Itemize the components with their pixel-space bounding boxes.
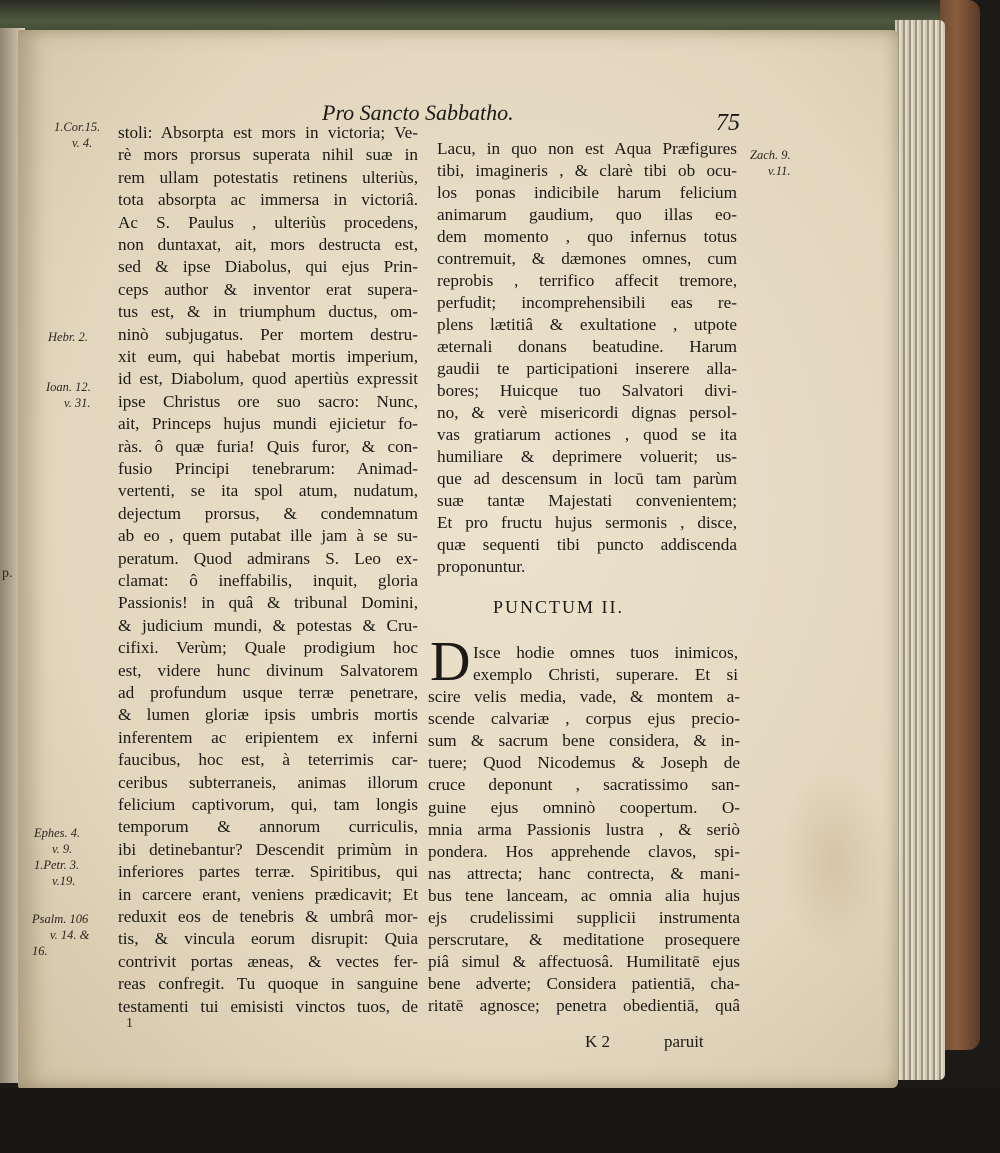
- text-line: contrivit portas æneas, & vectes fer-: [118, 951, 418, 971]
- text-line: ceribus subterraneis, animas illorum: [118, 772, 418, 792]
- text-line: id est, Diabolum, quod apertiùs expressit: [118, 369, 418, 389]
- text-line: perfudit; incomprehensibili eas re-: [437, 293, 737, 312]
- text-line: cruce deponunt , sacratissimo san-: [428, 775, 740, 795]
- text-line: ait, Princeps hujus mundi ejicietur fo-: [118, 414, 418, 434]
- text-line: fusio Principi tenebrarum: Animad-: [118, 459, 418, 478]
- stray-mark: p.: [2, 566, 13, 581]
- text-line: bores; Huicque tuo Salvatori divi-: [437, 381, 737, 400]
- text-line: est, videre hunc divinum Salvatorem: [118, 660, 418, 680]
- text-line: rè mors prorsus superata nihil suæ in: [118, 145, 418, 165]
- margin-note: v. 4.: [72, 136, 93, 150]
- text-line: clamat: ô ineffabilis, inquit, gloria: [118, 571, 418, 590]
- text-line: gaudii te participationi inserere alla-: [437, 359, 737, 378]
- catchword: paruit: [664, 1032, 704, 1051]
- text-line: bene adverte; Considera patientiā, cha-: [428, 974, 740, 994]
- margin-note: Ioan. 12.: [46, 380, 91, 394]
- stray-mark: 1: [126, 1016, 133, 1031]
- text-line: proponuntur.: [437, 557, 526, 576]
- text-line: scire velis media, vade, & montem a-: [428, 687, 740, 706]
- margin-note: v.19.: [52, 874, 76, 888]
- drop-cap: D: [430, 631, 471, 693]
- text-line: scende calvariæ , corpus ejus precio-: [428, 709, 740, 729]
- text-line: & judicium mundi, & potestas & Cru-: [118, 615, 418, 635]
- section-heading: PUNCTUM II.: [493, 597, 625, 617]
- text-line: perscrutare, & meditatione prosequere: [428, 930, 740, 950]
- text-line: Et pro fructu hujus sermonis , disce,: [437, 513, 737, 532]
- margin-note: v. 31.: [64, 396, 91, 410]
- text-line: sed & ipse Diabolus, qui ejus Prin-: [118, 257, 418, 277]
- text-line: sum & sacrum bene considera, & in-: [428, 731, 740, 751]
- text-line: nas attrecta; hanc contrecta, & mani-: [428, 863, 740, 883]
- text-line: reas confregit. Tu quoque in sanguine: [118, 974, 418, 994]
- text-line: ipse Christus ore suo sacro: Nunc,: [118, 391, 418, 411]
- text-line: non duntaxat, ait, mors destructa est,: [118, 235, 418, 254]
- margin-note: 1.Petr. 3.: [34, 858, 80, 872]
- text-line: los ponas indicibile harum felicium: [437, 183, 737, 202]
- text-line: ritatē agnosce; penetra obedientiā, quâ: [428, 996, 740, 1016]
- book-cover-edge: [940, 0, 980, 1050]
- text-line: tibi, imagineris , & clarè tibi ob ocu-: [437, 161, 737, 180]
- water-stain: [780, 765, 885, 955]
- text-line: Isce hodie omnes tuos inimicos,: [473, 643, 738, 662]
- text-line: rem ullam potestatis retinens ulteriùs,: [118, 167, 418, 187]
- text-line: no, & verè misericordi dignas persol-: [437, 403, 737, 422]
- background-shadow: [0, 1088, 1000, 1153]
- text-line: guine ejus omninò coopertum. O-: [428, 797, 740, 817]
- text-line: stoli: Absorpta est mors in victoria; Ve-: [118, 123, 418, 142]
- text-line: tuere; Quod Nicodemus & Joseph de: [428, 753, 740, 773]
- text-line: testamenti tui emisisti vinctos tuos, de: [118, 996, 418, 1016]
- margin-note: Psalm. 106: [32, 912, 89, 926]
- text-line: dejectum prorsus, & condemnatum: [118, 503, 418, 523]
- text-line: tus est, & in triumphum ductus, om-: [118, 302, 418, 322]
- text-line: Passionis! in quâ & tribunal Domini,: [118, 593, 418, 613]
- text-line: cifixi. Verùm; Quale prodigium hoc: [118, 638, 418, 658]
- text-line: mnia arma Passionis lustra , & seriò: [428, 819, 740, 839]
- text-line: que ad descensum in locū tam parùm: [437, 469, 737, 488]
- text-line: quæ sequenti tibi puncto addiscenda: [437, 535, 737, 554]
- text-line: inferentem ac eripientem ex inferni: [118, 727, 418, 747]
- text-line: felicium captivorum, qui, tam longis: [118, 795, 418, 814]
- text-line: ràs. ô quæ furia! Quis furor, & con-: [118, 436, 418, 456]
- text-line: exemplo Christi, superare. Et si: [473, 665, 738, 684]
- page-number: 75: [716, 110, 740, 136]
- text-line: reduxit eos de tenebris & umbrâ mor-: [118, 907, 418, 926]
- text-line: inferiores partes terræ. Spiritibus, qui: [118, 862, 418, 882]
- margin-note: Hebr. 2.: [48, 330, 88, 344]
- margin-note: v.11.: [768, 164, 791, 178]
- text-line: pondera. Hos apprehende clavos, spi-: [428, 841, 740, 861]
- text-line: tota absorpta ac immersa in victoriâ.: [118, 190, 418, 210]
- text-line: xit eum, qui habebat mortis imperium,: [118, 347, 418, 366]
- text-line: suæ tantæ Majestati convenientem;: [437, 491, 737, 510]
- text-line: plens lætitiâ & exultatione , utpote: [437, 315, 737, 334]
- margin-note: v. 14. &: [50, 928, 90, 942]
- text-line: piâ simul & affectuosâ. Humilitatē ejus: [428, 952, 740, 972]
- text-line: bus tene lanceam, ac omnia alia hujus: [428, 885, 740, 905]
- text-line: & lumen gloriæ ipsis umbris mortis: [118, 705, 418, 725]
- margin-note: 1.Cor.15.: [54, 120, 101, 134]
- text-line: contremuit, & dæmones omnes, cum: [437, 249, 737, 268]
- text-line: Lacu, in quo non est Aqua Præfigures: [437, 139, 737, 158]
- text-line: vas gratiarum actiones , quod se ita: [437, 425, 737, 444]
- margin-note: 16.: [32, 944, 48, 958]
- text-line: animarum gaudium, quo illas eo-: [437, 205, 737, 224]
- text-line: in carcere erant, veniens prædicavit; Et: [118, 884, 418, 904]
- text-line: æternali donans beatudine. Harum: [437, 337, 737, 356]
- margin-note: Ephes. 4.: [34, 826, 81, 840]
- text-line: vertenti, se ita spol atum, nudatum,: [118, 481, 418, 501]
- text-line: ad profundum usque terræ penetrare,: [118, 683, 418, 702]
- text-line: ab eo , quem putabat ille jam à se su-: [118, 526, 418, 546]
- text-line: tis, & vincula eorum disrupit: Quia: [118, 929, 418, 949]
- text-line: faucibus, hoc est, à teterrimis car-: [118, 750, 418, 770]
- text-line: ejs crudelissimi supplicii instrumenta: [428, 908, 740, 927]
- text-line: ninò subjugatus. Per mortem destru-: [118, 324, 418, 344]
- text-line: ceps author & inventor erat supera-: [118, 279, 418, 299]
- margin-note: v. 9.: [52, 842, 73, 856]
- text-line: ibi detinebantur? Descendit primùm in: [118, 839, 418, 859]
- text-line: reprobis , terrifico affecit tremore,: [437, 271, 737, 290]
- signature-mark: K 2: [585, 1032, 611, 1051]
- text-line: Ac S. Paulus , ulteriùs procedens,: [118, 212, 418, 232]
- text-line: peratum. Quod admirans S. Leo ex-: [118, 548, 418, 568]
- text-line: temporum & annorum curriculis,: [118, 817, 418, 837]
- page-edges: [895, 20, 945, 1080]
- text-line: humiliare & deprimere voluerit; us-: [437, 447, 737, 466]
- margin-note: Zach. 9.: [750, 148, 791, 162]
- running-head: Pro Sancto Sabbatho.: [322, 100, 514, 125]
- text-line: dem momento , quo infernus totus: [437, 227, 737, 246]
